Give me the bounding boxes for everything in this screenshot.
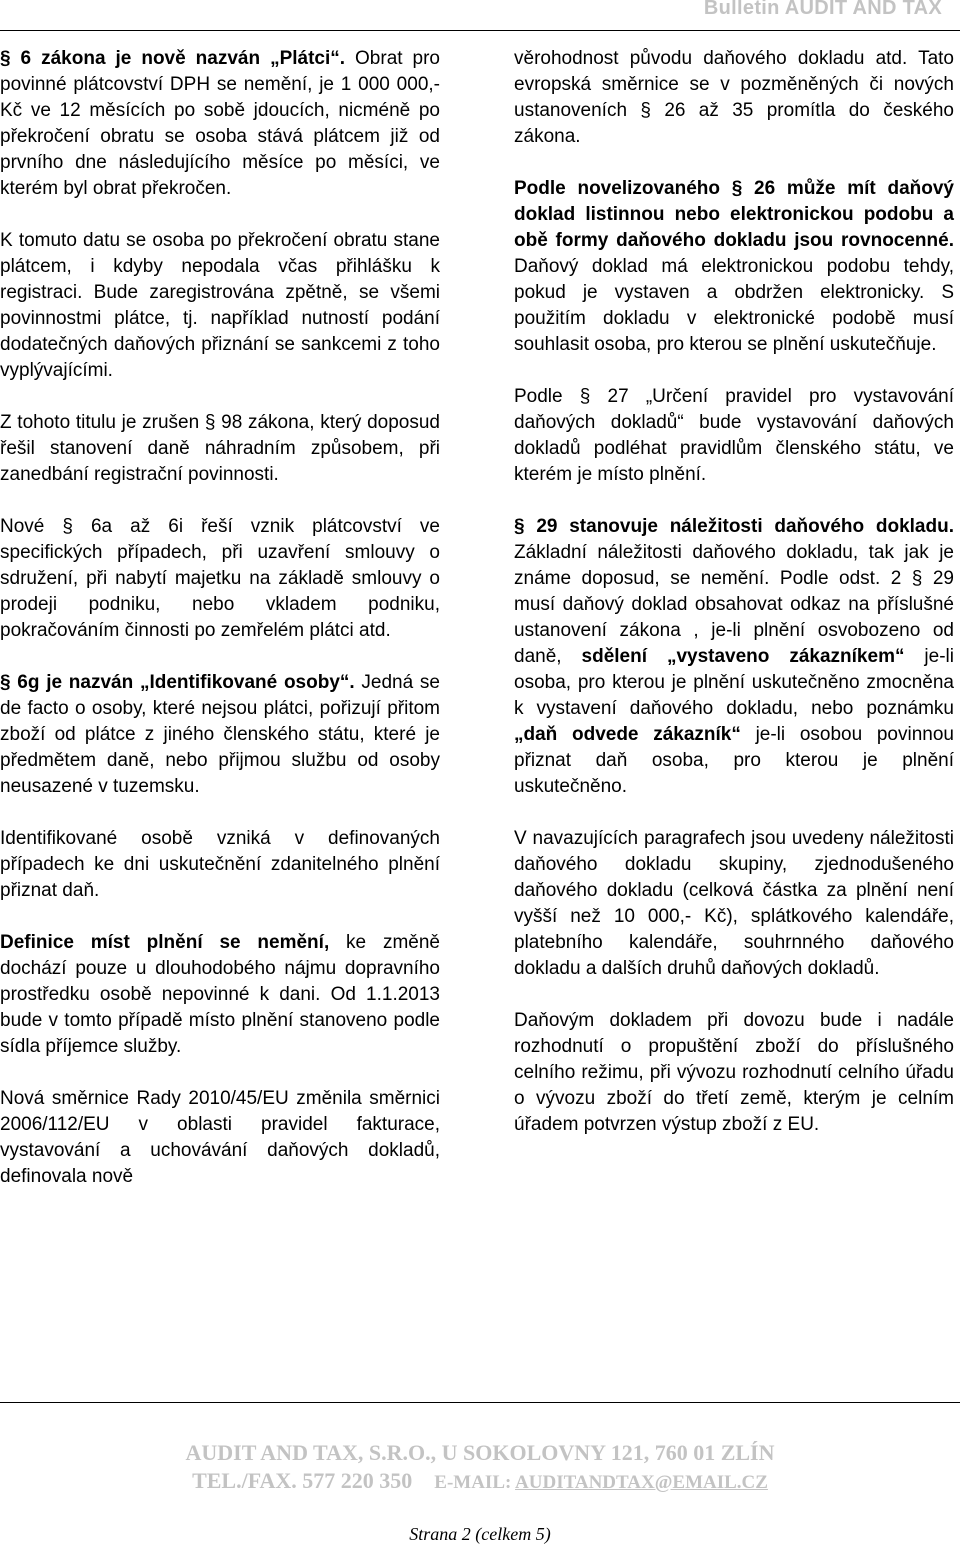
text-segment: Jedná se de facto o osoby, které nejsou plátci, pořizují přitom zboží od plátce z jiného členského státu, které je předmětem daně, nebo přijmou službu od osoby neusazené v tuzemsku. (0, 672, 440, 797)
paragraph (0, 228, 440, 384)
text-segment: Nové § 6a až 6i řeší vznik plátcovství ve specifických případech, při uzavření smlouvy o sdružení, při nabytí majetku na základě smlouvy o prodeji podniku, nebo vkladem podniku, pokračováním činnosti po zemřelém plátci atd. (0, 516, 440, 641)
right-column (514, 46, 954, 1164)
text-segment: věrohodnost původu daňového dokladu atd. Tato evropská směrnice se v pozměněných či nových ustanoveních § 26 až 35 promítla do českého zákona. (514, 48, 954, 147)
bold-text: § 29 stanovuje náležitosti daňového dokladu. (514, 516, 954, 537)
paragraph (514, 384, 954, 488)
text-segment: Identifikované osobě vzniká v definovaných případech ke dni uskutečnění zdanitelného plnění přiznat daň. (0, 828, 440, 901)
footer-email-link[interactable]: AUDITANDTAX@EMAIL.CZ (515, 1472, 768, 1493)
header-divider (0, 30, 960, 31)
footer-divider (0, 1402, 960, 1403)
text-segment: je-li osobou povinnou přiznat daň osoba, pro kterou je plnění uskutečněno. (514, 724, 954, 797)
paragraph (514, 1008, 954, 1138)
footer-email-label: E-MAIL: (434, 1472, 516, 1493)
footer-company-address: AUDIT AND TAX, S.R.O., U SOKOLOVNY 121, 760 01 ZLÍN (185, 1440, 775, 1465)
footer-phone: TEL./FAX. 577 220 350 (192, 1468, 413, 1493)
paragraph (0, 930, 440, 1060)
text-segment: Obrat pro povinné plátcovství DPH se nemění, je 1 000 000,- Kč ve 12 měsících po sobě jdoucích, nicméně po překročení obratu se osoba stává plátcem již od prvního dne následujícího měsíce po měsíci, ve kterém byl obrat překročen. (0, 48, 440, 199)
text-segment: K tomuto datu se osoba po překročení obratu stane plátcem, i kdyby nepodala včas přihlášku k registraci. Bude zaregistrována zpětně, se všemi povinnostmi plátce, tj. například nutností podání dodatečných daňových přiznání se sankcemi z toho vyplývajícími. (0, 230, 440, 381)
left-column (0, 46, 440, 1216)
bold-text: § 6 zákona je nově nazván „Plátci“. (0, 48, 346, 69)
paragraph (514, 46, 954, 150)
bulletin-header-title: Bulletin AUDIT AND TAX (703, 0, 942, 19)
text-segment: Z tohoto titulu je zrušen § 98 zákona, který doposud řešil stanovení daně náhradním způsobem, při zanedbání registrační povinnosti. (0, 412, 440, 485)
text-segment: Základní náležitosti daňového dokladu, tak jak je známe doposud, se nemění. Podle odst. 2 § 29 musí daňový doklad obsahovat odkaz na příslušné ustanovení zákona , je-li plnění osvobozeno od daně, (514, 542, 954, 667)
bold-text: Podle novelizovaného § 26 může mít daňový doklad listinnou nebo elektronickou podobu a obě formy daňového dokladu jsou rovnocenné. (514, 178, 954, 251)
text-segment: je-li osoba, pro kterou je plnění uskutečněno zmocněna k vystavení daňového dokladu, nebo poznámku (514, 646, 954, 719)
paragraph (514, 176, 954, 358)
bold-text: § 6g je nazván „Identifikované osoby“. (0, 672, 355, 693)
text-segment: Nová směrnice Rady 2010/45/EU změnila směrnici 2006/112/EU v oblasti pravidel fakturace, vystavování a uchovávání daňových dokladů, definovala nově (0, 1088, 440, 1187)
paragraph (0, 514, 440, 644)
paragraph (514, 826, 954, 982)
paragraph (0, 46, 440, 202)
text-segment: Daňovým dokladem při dovozu bude i nadále rozhodnutí o propuštění zboží do příslušného celního režimu, při vývozu rozhodnutí celního úřadu o vývozu zboží do třetí země, kterým je celním úřadem potvrzen výstup zboží z EU. (514, 1010, 954, 1135)
footer-contact (0, 1468, 960, 1494)
bold-text: sdělení „vystaveno zákazníkem“ (581, 646, 905, 667)
text-segment: ke změně dochází pouze u dlouhodobého nájmu dopravního prostředku osobě nepovinné k dani. Od 1.1.2013 bude v tomto případě místo plnění stanoveno podle sídla příjemce služby. (0, 932, 440, 1057)
page-number: Strana 2 (celkem 5) (409, 1524, 551, 1544)
paragraph (0, 670, 440, 800)
paragraph (514, 514, 954, 800)
paragraph (0, 1086, 440, 1190)
bold-text: „daň odvede zákazník“ (514, 724, 741, 745)
text-segment: V navazujících paragrafech jsou uvedeny náležitosti daňového dokladu skupiny, zjednodušeného daňového dokladu (celková částka za plnění není vyšší než 10 000,- Kč), splátkového kalendáře, platebního kalendáře, souhrnného daňového dokladu a dalších druhů daňových dokladů. (514, 828, 954, 979)
bold-text: Definice míst plnění se nemění, (0, 932, 330, 953)
paragraph (0, 410, 440, 488)
paragraph (0, 826, 440, 904)
text-segment: Daňový doklad má elektronickou podobu tehdy, pokud je vystaven a obdržen elektronicky. S použitím dokladu v elektronické podobě musí souhlasit osoba, pro kterou se plnění uskutečňuje. (514, 256, 954, 355)
text-segment: Podle § 27 „Určení pravidel pro vystavování daňových dokladů“ bude vystavování daňových dokladů podléhat pravidlům členského státu, ve kterém je místo plnění. (514, 386, 954, 485)
